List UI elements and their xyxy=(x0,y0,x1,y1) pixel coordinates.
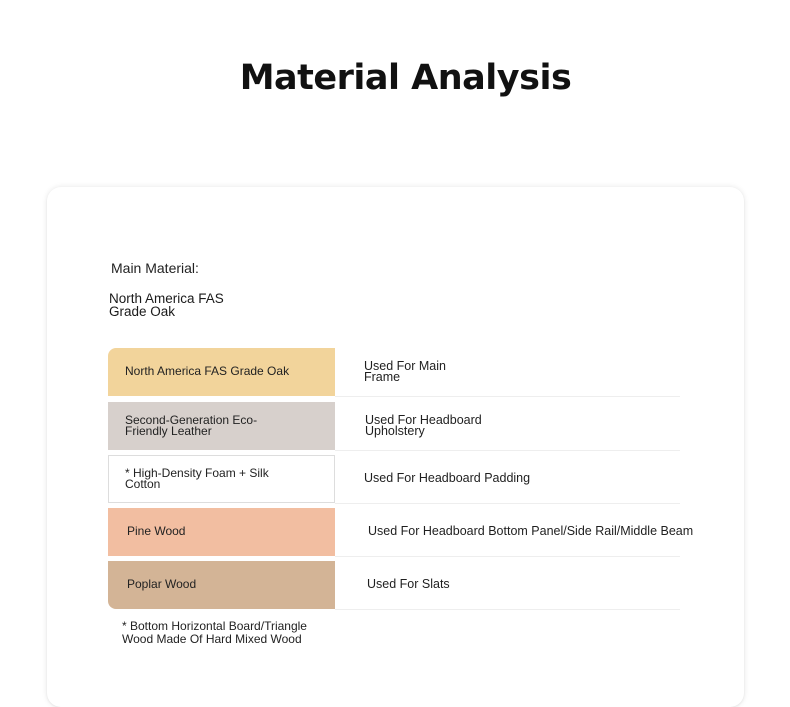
material-name: Second-Generation Eco-Friendly Leather xyxy=(125,412,258,438)
material-name: Pine Wood xyxy=(127,524,186,539)
material-name: Poplar Wood xyxy=(127,577,197,592)
material-row-poplar xyxy=(108,561,680,609)
main-material-value: North America FAS Grade Oak xyxy=(109,291,224,319)
material-row-oak xyxy=(108,348,680,396)
material-swatch-leather xyxy=(108,402,335,450)
material-name: * High-Density Foam + Silk Cotton xyxy=(125,465,269,491)
material-use: Used For Headboard Padding xyxy=(364,471,531,486)
row-divider xyxy=(335,556,680,557)
footnote: * Bottom Horizontal Board/Triangle Wood Made Of Hard Mixed Wood xyxy=(122,619,307,646)
page-title: Material Analysis xyxy=(239,58,572,98)
material-row-leather xyxy=(108,402,680,450)
material-name: North America FAS Grade Oak xyxy=(125,364,290,379)
material-use: Used For Slats xyxy=(367,577,450,592)
material-swatch-pine xyxy=(108,508,335,556)
row-divider xyxy=(335,609,680,610)
main-material-label: Main Material: xyxy=(111,260,199,276)
material-row-pine xyxy=(108,508,694,556)
material-swatch-poplar xyxy=(108,561,335,609)
material-use: Used For Headboard Upholstery xyxy=(365,412,482,438)
row-divider xyxy=(335,503,680,504)
row-divider xyxy=(335,396,680,397)
material-swatch-foam xyxy=(108,455,335,503)
material-use: Used For Main Frame xyxy=(364,358,446,384)
material-swatch-oak xyxy=(108,348,335,396)
material-row-foam xyxy=(108,455,680,503)
row-divider xyxy=(335,450,680,451)
material-use: Used For Headboard Bottom Panel/Side Rail/Middle Beam xyxy=(368,524,694,539)
